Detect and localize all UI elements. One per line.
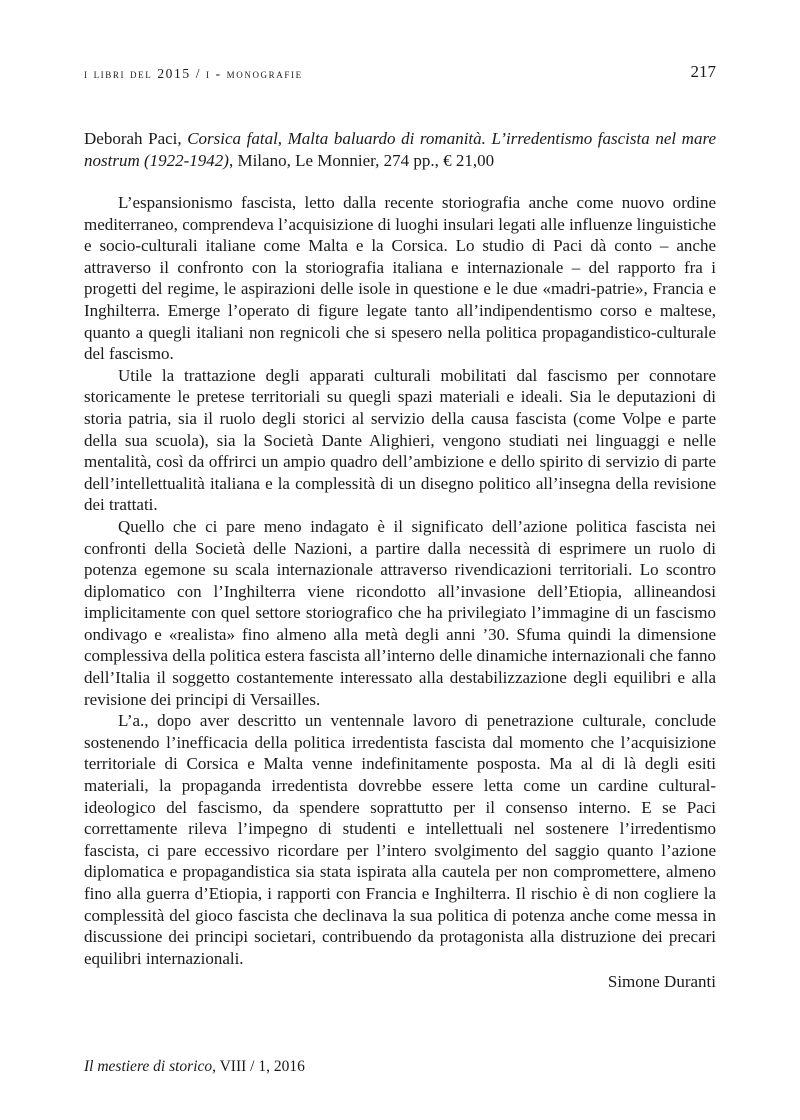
- review-paragraph-3: Quello che ci pare meno indagato è il significato dell’azione politica fascista nei confronti della Società delle Nazioni, a partire dalla necessità di esprimere un ruolo di potenza egemone su scala internazionale attraverso rivendicazioni territoriali. Lo scontro diplomatico con l’Inghilterra viene ricondotto all’invasione dell’Etiopia, allineandosi implicitamente con quel settore storiografico che ha privilegiato l’immagine di un fascismo ondivago e «realista» fino almeno alla metà degli anni ’30. Sfuma quindi la dimensione complessiva della politica estera fascista all’interno delle dinamiche internazionali che fanno dell’Italia il soggetto costantemente interessato alla destabilizzazione degli equilibri e alla revisione dei principi di Versailles.: [84, 516, 716, 709]
- footer-journal: Il mestiere di storico: [84, 1058, 213, 1075]
- review-paragraph-4: L’a., dopo aver descritto un ventennale lavoro di penetrazione culturale, conclude sostenendo l’inefficacia della politica irredentista fascista dal momento che l’acquisizione territoriale di Corsica e Malta venne indefinitamente posposta. Ma al di là degli esiti materiali, la propaganda irredentista dovrebbe essere letta come un cardine cultural-ideologico del fascismo, da spendere soprattutto per il consenso interno. E se Paci correttamente rileva l’impegno di studenti e intellettuali nel sostenere l’irredentismo fascista, ci pare eccessivo ricordare per l’intero svolgimento del saggio quanto l’azione diplomatica e propagandistica sia stata ispirata alla cautela per non compromettere, almeno fino alla guerra d’Etiopia, i rapporti con Francia e Inghilterra. Il rischio è di non cogliere la complessità del gioco fascista che declinava la sua politica di potenza anche come messa in discussione dei principi societari, contribuendo da protagonista alla distruzione dei precari equilibri internazionali.: [84, 711, 716, 968]
- page-number: 217: [690, 62, 716, 81]
- citation-publication: , Milano, Le Monnier, 274 pp., € 21,00: [228, 150, 495, 170]
- running-title: i libri del 2015 / i - monografie: [84, 66, 303, 81]
- review-paragraph-1: L’espansionismo fascista, letto dalla recente storiografia anche come nuovo ordine mediterraneo, comprendeva l’acquisizione di luoghi insulari legati alle influenze linguistiche e socio-culturali italiane come Malta e la Corsica. Lo studio di Paci dà conto – anche attraverso il confronto con la storiografia italiana e internazionale – del rapporto fra i progetti del regime, le aspirazioni delle isole in questione e le due «madri-patrie», Francia e Inghilterra. Emerge l’operato di figure legate tanto all’indipendentismo corso e maltese, quanto a quegli italiani non regnicoli che si spesero nella politica propagandistico-culturale del fascismo.: [84, 193, 716, 364]
- citation-title: Corsica fatal, Malta baluardo di romanità. L’irredentismo fascista nel mare nostrum (1922-1942): [84, 129, 716, 170]
- footer-issue: , VIII / 1, 2016: [212, 1058, 305, 1075]
- page-footer: [84, 1058, 305, 1076]
- reviewer-signature: Simone Duranti: [607, 972, 716, 992]
- book-citation: [84, 128, 716, 171]
- review-body: [84, 192, 716, 993]
- citation-author: Deborah Paci,: [84, 129, 188, 148]
- running-head: [84, 62, 716, 86]
- review-paragraph-2: Utile la trattazione degli apparati culturali mobilitati dal fascismo per connotare storicamente le pretese territoriali su quegli spazi materiali e ideali. Sia le deputazioni di storia patria, sia il ruolo degli storici al servizio della causa fascista (come Volpe e parte della sua scuola), sia la Società Dante Alighieri, vengono studiati nei linguaggi e nelle mentalità, così da offrirci un ampio quadro dell’ambizione e dello spirito di servizio di parte dell’intellettualità italiana e la complessità di un disegno politico all’insegna della revisione dei trattati.: [84, 365, 716, 515]
